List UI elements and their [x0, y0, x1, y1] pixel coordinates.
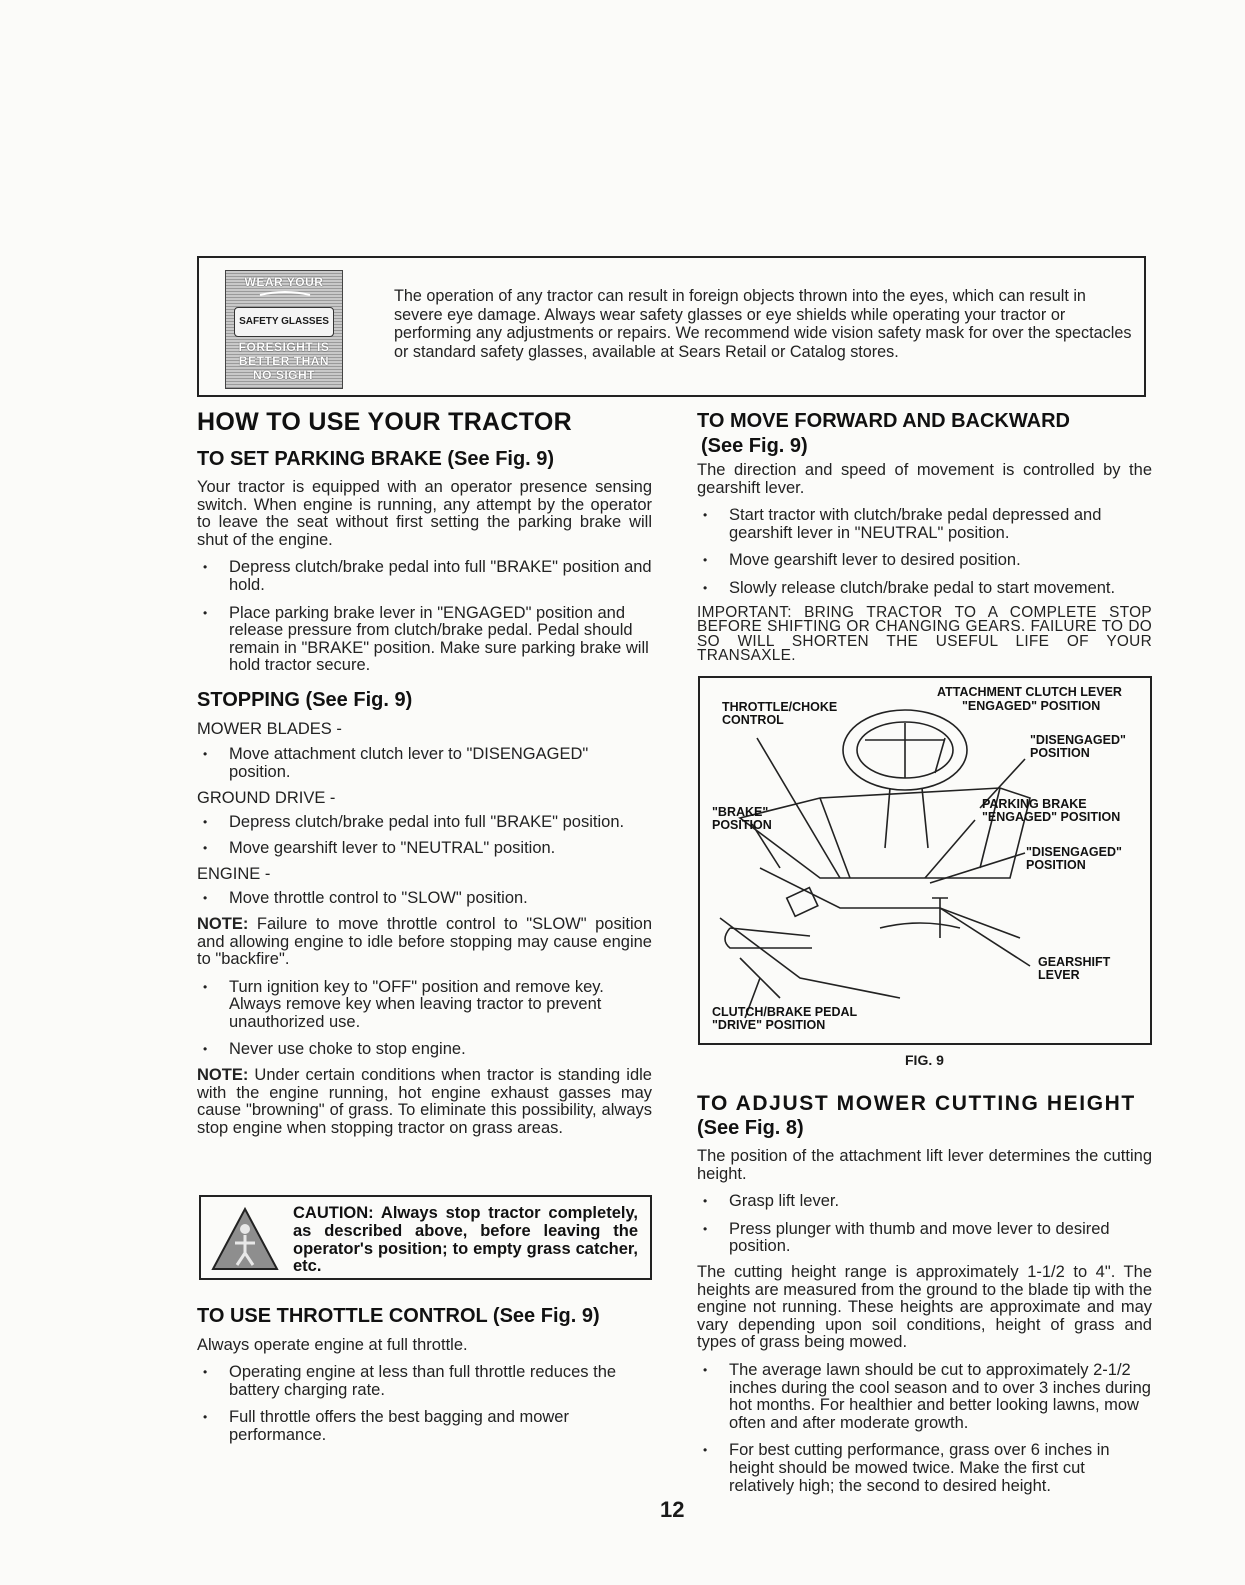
label-gearshift: GEARSHIFT	[1038, 955, 1111, 969]
engine-label: ENGINE -	[197, 865, 271, 884]
list-item: • Depress clutch/brake pedal into full "BRAKE" position.	[197, 814, 652, 832]
parking-heading: TO SET PARKING BRAKE (See Fig. 9)	[197, 448, 555, 470]
label-brake: "BRAKE"	[712, 805, 769, 819]
list-item: • Start tractor with clutch/brake pedal depressed and gearshift lever in "NEUTRAL" position.	[697, 507, 1152, 542]
ground-drive-label: GROUND DRIVE -	[197, 789, 336, 808]
cutting-height-subheading: (See Fig. 8)	[697, 1117, 804, 1139]
note-label: NOTE:	[197, 914, 249, 933]
left-column	[197, 408, 652, 1137]
cutting-height-bullets	[697, 1193, 1152, 1256]
list-item: • Move gearshift lever to "NEUTRAL" position.	[197, 840, 652, 858]
move-bullets	[697, 507, 1152, 597]
list-item: • Place parking brake lever in "ENGAGED" position and release pressure from clutch/brake pedal. Pedal should remain in "BRAKE" position. Make sure parking brake will hold tractor secure.	[197, 605, 652, 675]
list-item: • Move gearshift lever to desired position.	[697, 552, 1152, 570]
label-clutch-brake-pedal: CLUTCH/BRAKE PEDAL	[712, 1005, 858, 1019]
banner-text: The operation of any tractor can result in foreign objects thrown into the eyes, which can result in severe eye damage. Always wear safety glasses or eye shields while operating your tractor or performing any adjustments or repairs. We recommend wide vision safety mask for over the spectacles or standard safety glasses, available at Sears Retail or Catalog stores.	[394, 287, 1132, 361]
note-browning	[197, 1067, 652, 1137]
note-text: Under certain conditions when tractor is standing idle with the engine running, hot engine exhaust gasses may cause "browning" of grass. To eliminate this possibility, always stop engine when stopping tractor on grass areas.	[197, 1066, 652, 1137]
label-disengaged-2: "DISENGAGED"	[1026, 845, 1122, 859]
main-title: HOW TO USE YOUR TRACTOR	[197, 408, 572, 436]
list-item: • Depress clutch/brake pedal into full "BRAKE" position and hold.	[197, 559, 652, 594]
note-label: NOTE:	[197, 1066, 249, 1085]
label-throttle-choke: THROTTLE/CHOKE	[722, 700, 838, 714]
label-gearshift-lever: LEVER	[1038, 968, 1080, 982]
list-item: • Operating engine at less than full throttle reduces the battery charging rate.	[197, 1364, 652, 1399]
throttle-bullets	[197, 1364, 652, 1444]
parking-intro: Your tractor is equipped with an operator presence sensing switch. When engine is running, any attempt by the operator to leave the seat without first setting the parking brake will shut of the engine.	[197, 478, 652, 549]
label-brake-position: POSITION	[712, 818, 772, 832]
throttle-heading: TO USE THROTTLE CONTROL (See Fig. 9)	[197, 1305, 600, 1327]
note-backfire	[197, 916, 652, 969]
mower-bullets	[197, 746, 652, 781]
warning-person-icon	[211, 1207, 279, 1271]
badge-mid-text: SAFETY GLASSES	[234, 307, 334, 337]
page-number: 12	[660, 1497, 685, 1522]
safety-glasses-badge	[225, 270, 343, 389]
throttle-section	[197, 1305, 652, 1444]
engine-bullets-2	[197, 979, 652, 1059]
list-item: • For best cutting performance, grass over 6 inches in height should be mowed twice. Make the first cut relatively high; the second to desired height.	[697, 1442, 1152, 1495]
ground-bullets	[197, 814, 652, 857]
move-intro: The direction and speed of movement is controlled by the gearshift lever.	[697, 461, 1152, 497]
throttle-intro: Always operate engine at full throttle.	[197, 1336, 468, 1354]
label-disengaged-1-position: POSITION	[1030, 746, 1090, 760]
parking-bullets	[197, 559, 652, 675]
label-throttle-control: CONTROL	[722, 713, 784, 727]
move-heading: TO MOVE FORWARD AND BACKWARD	[697, 410, 1070, 432]
label-drive-position: "DRIVE" POSITION	[712, 1018, 826, 1032]
label-parking-brake: PARKING BRAKE	[982, 797, 1087, 811]
list-item: • Full throttle offers the best bagging and mower performance.	[197, 1409, 652, 1444]
caution-text: CAUTION: Always stop tractor completely, as described above, before leaving the operator's position; to empty grass catcher, etc.	[293, 1204, 638, 1276]
list-item: • Grasp lift lever.	[697, 1193, 1152, 1211]
badge-bottom-text: FORESIGHT IS BETTER THAN NO SIGHT	[238, 340, 330, 382]
list-item: • Turn ignition key to "OFF" position and remove key. Always remove key when leaving tractor to prevent unauthorized use.	[197, 979, 652, 1032]
mower-blades-label: MOWER BLADES -	[197, 719, 342, 738]
list-item: • The average lawn should be cut to approximately 2-1/2 inches during the cool season and to over 3 inches during hot months. For healthier and better looking lawns, mow often and after moderate growth.	[697, 1362, 1152, 1432]
glasses-icon	[256, 291, 314, 311]
list-item: • Slowly release clutch/brake pedal to start movement.	[697, 580, 1152, 598]
figure-caption: FIG. 9	[905, 1052, 944, 1068]
list-item: • Move attachment clutch lever to "DISENGAGED" position.	[197, 746, 652, 781]
list-item: • Never use choke to stop engine.	[197, 1041, 652, 1059]
label-attachment-clutch: ATTACHMENT CLUTCH LEVER	[937, 685, 1122, 699]
label-attachment-engaged: "ENGAGED" POSITION	[962, 699, 1101, 713]
note-text: Failure to move throttle control to "SLOW" position and allowing engine to idle before stopping may cause engine to "backfire".	[197, 914, 652, 969]
move-section	[697, 410, 1152, 664]
list-item: • Move throttle control to "SLOW" position.	[197, 890, 652, 908]
safety-glasses-banner	[197, 256, 1146, 397]
figure-9	[698, 676, 1152, 1045]
caution-box	[199, 1195, 652, 1280]
cutting-height-bullets-2	[697, 1362, 1152, 1495]
badge-top-text: WEAR YOUR	[244, 275, 324, 289]
cutting-height-para: The cutting height range is approximately 1-1/2 to 4". The heights are measured from the ground to the blade tip with the engine not running. These heights are approximate and may vary depending upon soil conditions, height of grass and types of grass being mowed.	[697, 1262, 1152, 1352]
engine-bullets	[197, 890, 652, 908]
move-subheading: (See Fig. 9)	[701, 435, 808, 457]
label-disengaged-1: "DISENGAGED"	[1030, 733, 1126, 747]
stopping-heading: STOPPING (See Fig. 9)	[197, 688, 413, 711]
list-item: • Press plunger with thumb and move lever to desired position.	[697, 1221, 1152, 1256]
label-parking-engaged: "ENGAGED" POSITION	[982, 810, 1121, 824]
cutting-height-section	[697, 1092, 1152, 1495]
label-disengaged-2-position: POSITION	[1026, 858, 1086, 872]
cutting-height-heading: TO ADJUST MOWER CUTTING HEIGHT	[697, 1092, 1136, 1115]
important-note: IMPORTANT: BRING TRACTOR TO A COMPLETE STOP BEFORE SHIFTING OR CHANGING GEARS. FAILURE TO DO SO WILL SHORTEN THE USEFUL LIFE OF YOUR TRANSAXLE.	[697, 603, 1152, 665]
cutting-height-intro: The position of the attachment lift lever determines the cutting height.	[697, 1147, 1152, 1183]
